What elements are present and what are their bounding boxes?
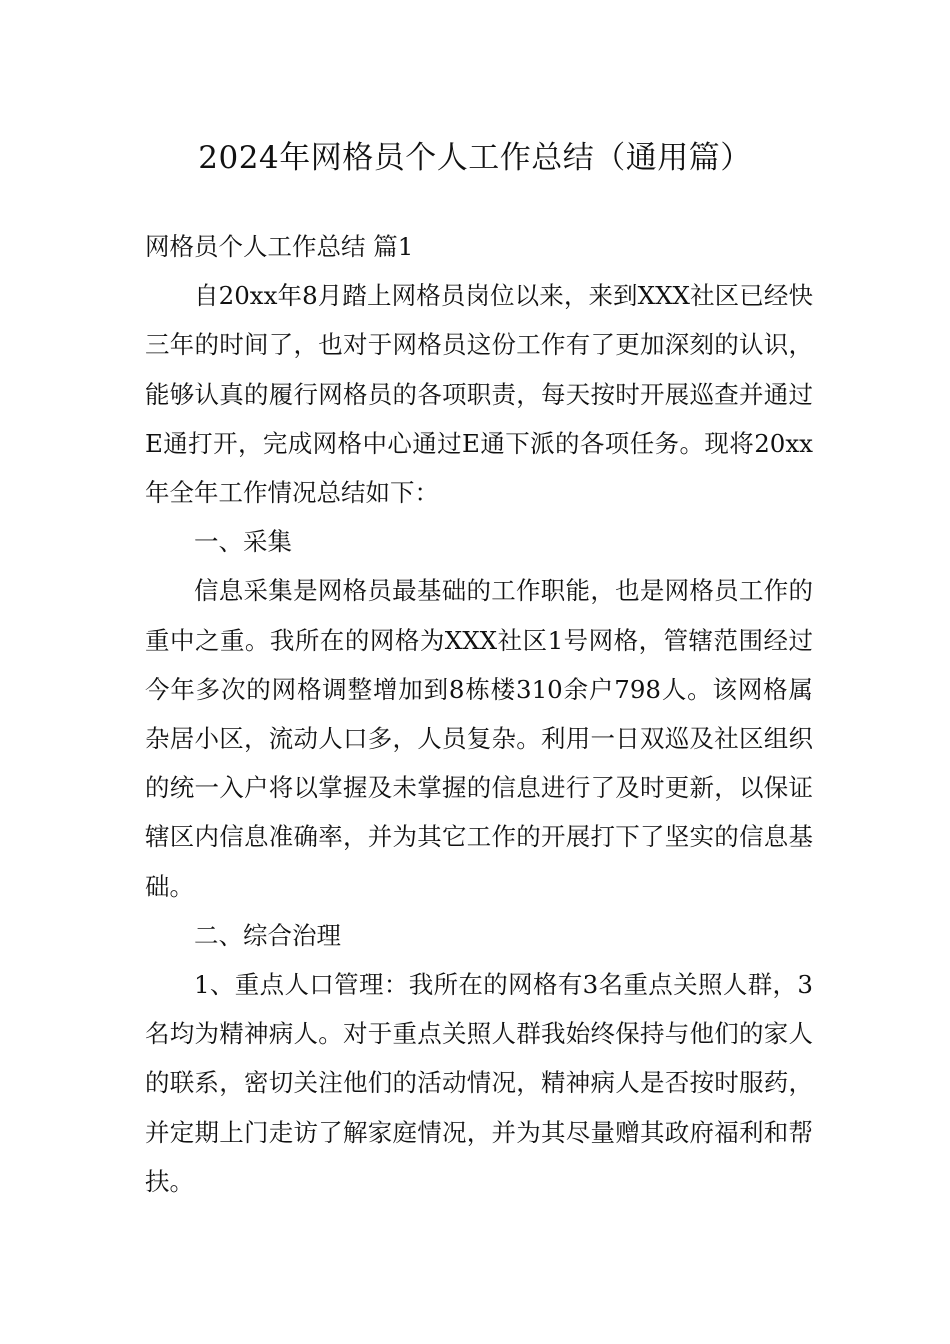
- paragraph-collection: 信息采集是网格员最基础的工作职能，也是网格员工作的重中之重。我所在的网格为XXX社区1号网格，管辖范围经过今年多次的网格调整增加到8栋楼310余户798人。该网格属杂居小区，流动人口多，人员复杂。利用一日双巡及社区组织的统一入户将以掌握及未掌握的信息进行了及时更新，以保证辖区内信息准确率，并为其它工作的开展打下了坚实的信息基础。: [145, 576, 813, 901]
- paragraph-key-population: 1、重点人口管理：我所在的网格有3名重点关照人群，3名均为精神病人。对于重点关照人群我始终保持与他们的家人的联系，密切关注他们的活动情况，精神病人是否按时服药，并定期上门走访了解家庭情况，并为其尽量赠其政府福利和帮扶。: [145, 970, 813, 1196]
- section-heading-1: 网格员个人工作总结 篇1: [145, 232, 414, 261]
- heading-governance: 二、综合治理: [194, 920, 341, 950]
- document-title: 2024年网格员个人工作总结（通用篇）: [198, 140, 752, 176]
- document-body: [145, 222, 813, 1206]
- heading-collection: 一、采集: [194, 527, 292, 557]
- paragraph-intro: 自20xx年8月踏上网格员岗位以来，来到XXX社区已经快三年的时间了，也对于网格员这份工作有了更加深刻的认识，能够认真的履行网格员的各项职责，每天按时开展巡查并通过E通打开，完成网格中心通过E通下派的各项任务。现将20xx年全年工作情况总结如下：: [145, 281, 813, 508]
